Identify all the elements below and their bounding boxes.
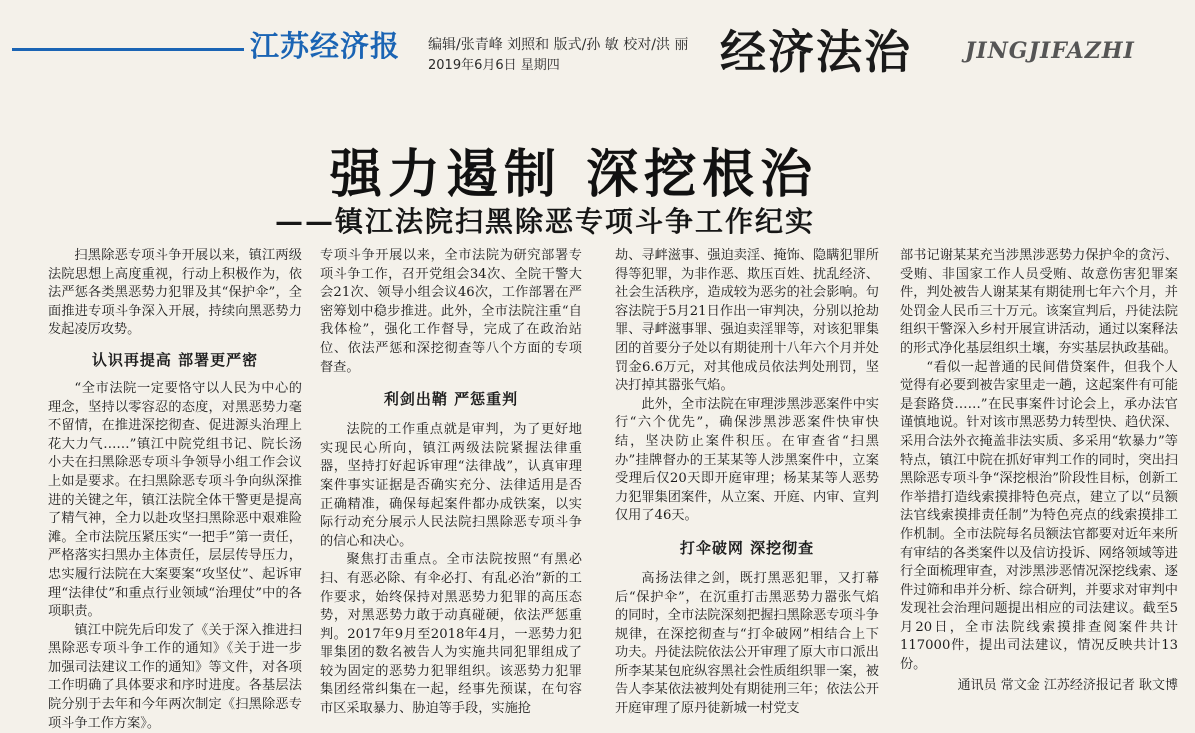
editorial-credits: 编辑/张青峰 刘照和 版式/孙 敏 校对/洪 丽 [428,37,689,53]
paragraph: “全市法院一定要恪守以人民为中心的理念，坚持以零容忍的态度，对黑恶势力毫不留情，在推进深挖彻查、促进源头治理上花大力气……”镇江中院党组书记、院长汤小夫在扫黑除恶专项斗争领导小组工作会议上如是要求。在扫黑除恶专项斗争向纵深推进的关键之年，镇江法院全体干警更是提高了精气神，全力以赴攻坚扫黑除恶中艰难险滩。全市法院压紧压实“一把手”第一责任，严格落实扫黑办主体责任，层层传导压力，忠实履行法院在大案要案“攻坚仗”、起诉审理“法律仗”和重点行业领域“治理仗”中的各项职责。 [48,380,302,620]
issue-date: 2019年6月6日 星期四 [428,58,560,73]
masthead [0,0,1195,100]
section-pinyin: JINGJIFAZHI [965,38,1135,64]
article-headline: 强力遏制 深挖根治 [330,144,819,205]
paragraph: 高扬法律之剑，既打黑恶犯罪，又打幕后“保护伞”，在沉重打击黑恶势力嚣张气焰的同时，全市法院深刻把握扫黑除恶专项斗争规律，在深挖彻查与“打伞破网”相结合上下功夫。丹徒法院依法公开审理了原大市口派出所李某某包庇纵容黑社会性质组织罪一案，被告人李某依法被判处有期徒刑三年；依法公开开庭审理了原丹徒新城一村党支 [615,570,879,717]
masthead-rule [12,48,244,51]
newspaper-name: 江苏经济报 [250,29,401,63]
paragraph: 劫、寻衅滋事、强迫卖淫、掩饰、隐瞒犯罪所得等犯罪，为非作恶、欺压百姓、扰乱经济、社会生活秩序，造成较为恶劣的社会影响。句容法院于5月21日作出一审判决，分别以抢劫罪、寻衅滋事罪、强迫卖淫罪等，对该犯罪集团的首要分子处以有期徒刑十八年六个月并处罚金6.6万元，对其他成员依法判处刑罚，坚决打掉其嚣张气焰。 [615,248,879,394]
article-column-2 [320,247,582,717]
article-subheadline: ——镇江法院扫黑除恶专项斗争工作纪实 [275,205,816,238]
article-byline: 通讯员 常文金 江苏经济报记者 耿文博 [957,677,1178,693]
paragraph: 扫黑除恶专项斗争开展以来，镇江两级法院思想上高度重视，行动上积极作为，依法严惩各类黑恶势力犯罪及其“保护伞”，全面推进专项斗争深入开展，持续向黑恶势力发起凌厉攻势。 [48,248,302,338]
paragraph: 聚焦打击重点。全市法院按照“有黑必扫、有恶必除、有伞必打、有乱必治”新的工作要求，始终保持对黑恶势力犯罪的高压态势，对黑恶势力敢于动真碰硬，依法严惩重判。2017年9月至2018年4月，一恶势力犯罪集团的数名被告人为实施共同犯罪组成了较为固定的恶势力犯罪组织。该恶势力犯罪集团经常纠集在一起，经事先预谋，在句容市区采取暴力、胁迫等手段，实施抢 [320,552,582,717]
section-heading: 利剑出鞘 严惩重判 [383,390,519,409]
paragraph: 镇江中院先后印发了《关于深入推进扫黑除恶专项斗争工作的通知》《关于进一步加强司法建议工作的通知》等文件，对各项工作明确了具体要求和序时进度。各基层法院分别于去年和今年两次制定《扫黑除恶专项斗争工作方案》。 [48,622,302,731]
article-column-1 [48,247,302,731]
section-title: 经济法治 [720,25,912,79]
paragraph: 法院的工作重点就是审判，为了更好地实现民心所向，镇江两级法院紧握法律重器，坚持打好起诉审理“法律战”，认真审理案件事实证据是否确实充分、法律适用是否正确精准，确保每起案件都办成铁案，以实际行动充分展示人民法院扫黑除恶专项斗争的信心和决心。 [320,422,582,549]
paragraph: 此外，全市法院在审理涉黑涉恶案件中实行“六个优先”，确保涉黑涉恶案件快审快结，坚决防止案件积压。在审查省“扫黑办”挂牌督办的王某某等人涉黑案件中，立案受理后仅20天即开庭审理；杨某某等人恶势力犯罪集团案件，从立案、开庭、内审、宣判仅用了46天。 [615,396,879,524]
section-heading: 打伞破网 深挖彻查 [679,538,815,557]
section-heading: 认识再提高 部署更严密 [91,350,259,369]
paragraph: “看似一起普通的民间借贷案件，但我个人觉得有必要到被告家里走一趟，这起案件有可能是套路贷……”在民事案件讨论会上，承办法官谨慎地说。针对该市黑恶势力转型快、趋伏深、采用合法外衣掩盖非法实质、多采用“软暴力”等特点，镇江中院在抓好审判工作的同时，突出扫黑除恶专项斗争“深挖根治”阶段性目标，创新工作举措打造线索摸排特色亮点，建立了以“员额法官线索摸排责任制”为特色亮点的线索摸排工作机制。全市法院每名员额法官都要对近年来所有审结的各类案件以及信访投诉、网络领域等进行全面梳理审查，对涉黑涉恶情况深挖线索、逐件过筛和串并分析、综合研判，并要求对审判中发现社会治理问题提出相应的司法建议。截至5月20日，全市法院线索摸排查阅案件共计117000件，提出司法建议，情况反映共计13份。 [900,359,1178,673]
paragraph: 部书记谢某某充当涉黑涉恶势力保护伞的贪污、受贿、非国家工作人员受贿、故意伤害犯罪案件，判处被告人谢某某有期徒刑七年六个月，并处罚金人民币三十万元。该案宣判后，丹徒法院组织干警深入乡村开展宣讲活动，通过以案释法的形式净化基层组织土壤，夯实基层执政基础。 [900,248,1178,356]
paragraph: 专项斗争开展以来，全市法院为研究部署专项斗争工作，召开党组会34次、全院干警大会21次、领导小组会议46次，工作部署在严密筹划中稳步推进。此外，全市法院注重“自我体检”，强化工作督导，完成了在政治站位、依法严惩和深挖彻查等八个方面的专项督查。 [320,248,582,375]
article-column-3 [615,247,879,717]
article-column-4 [900,247,1178,693]
